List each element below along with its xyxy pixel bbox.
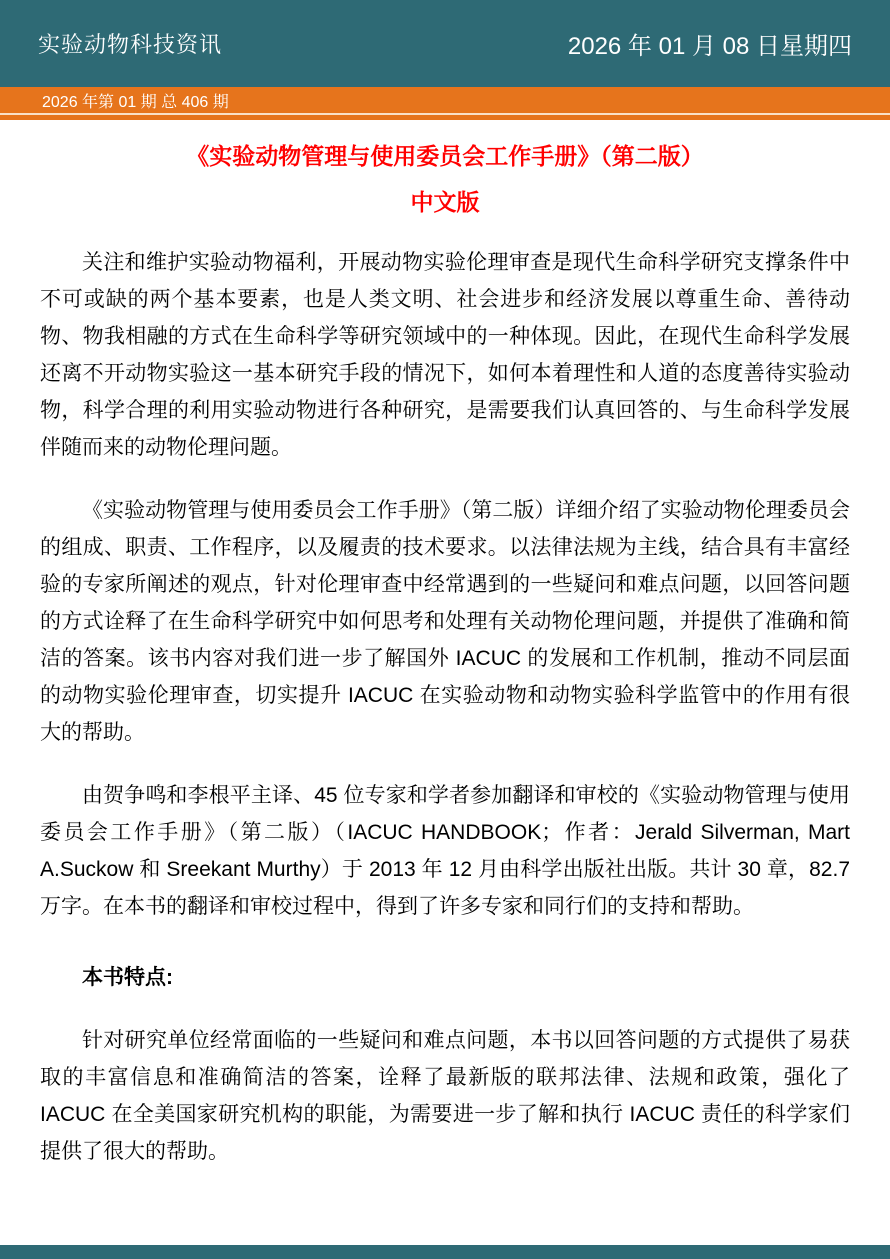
issue-number: 2026 年第 01 期 总 406 期 xyxy=(42,93,229,111)
paragraph-intro: 关注和维护实验动物福利，开展动物实验伦理审查是现代生命科学研究支撑条件中不可或缺的两个基本要素，也是人类文明、社会进步和经济发展以尊重生命、善待动物、物我相融的方式在生命科学等研究领域中的一种体现。因此，在现代生命科学发展还离不开动物实验这一基本研究手段的情况下，如何本着理性和人道的态度善待实验动物，科学合理的利用实验动物进行各种研究，是需要我们认真回答的、与生命科学发展伴随而来的动物伦理问题。 xyxy=(40,251,850,459)
article-subtitle: 中文版 xyxy=(410,189,480,215)
publication-name: 实验动物科技资讯 xyxy=(38,32,223,57)
article-title: 《实验动物管理与使用委员会工作手册》（第二版） xyxy=(186,143,704,169)
masthead xyxy=(0,0,890,87)
paragraph-book-overview: 《实验动物管理与使用委员会工作手册》（第二版）详细介绍了实验动物伦理委员会的组成、职责、工作程序，以及履责的技术要求。以法律法规为主线，结合具有丰富经验的专家所阐述的观点，针对伦理审查中经常遇到的一些疑问和难点问题，以回答问题的方式诠释了在生命科学研究中如何思考和处理有关动物伦理问题，并提供了准确和简洁的答案。该书内容对我们进一步了解国外 IACUC 的发展和工作机制，推动不同层面的动物实验伦理审查，切实提升 IACUC 在实验动物和动物实验科学监管中的作用有很大的帮助。 xyxy=(40,499,850,744)
article-body xyxy=(0,120,890,1170)
issue-bar xyxy=(0,87,890,113)
features-heading: 本书特点: xyxy=(82,966,173,989)
footer-bar xyxy=(0,1245,890,1259)
paragraph-features: 针对研究单位经常面临的一些疑问和难点问题，本书以回答问题的方式提供了易获取的丰富信息和准确简洁的答案，诠释了最新版的联邦法律、法规和政策，强化了 IACUC 在全美国家研究机构的职能，为需要进一步了解和执行 IACUC 责任的科学家们提供了很大的帮助。 xyxy=(40,1029,850,1163)
paragraph-translation-info: 由贺争鸣和李根平主译、45 位专家和学者参加翻译和审校的《实验动物管理与使用委员会工作手册》（第二版）（IACUC HANDBOOK；作者：Jerald Silverman, Mart A.Suckow 和 Sreekant Murthy）于 2013 年 12 月由科学出版社出版。共计 30 章，82.7 万字。在本书的翻译和审校过程中，得到了许多专家和同行们的支持和帮助。 xyxy=(40,784,850,918)
publication-date: 2026 年 01 月 08 日星期四 xyxy=(567,33,852,60)
